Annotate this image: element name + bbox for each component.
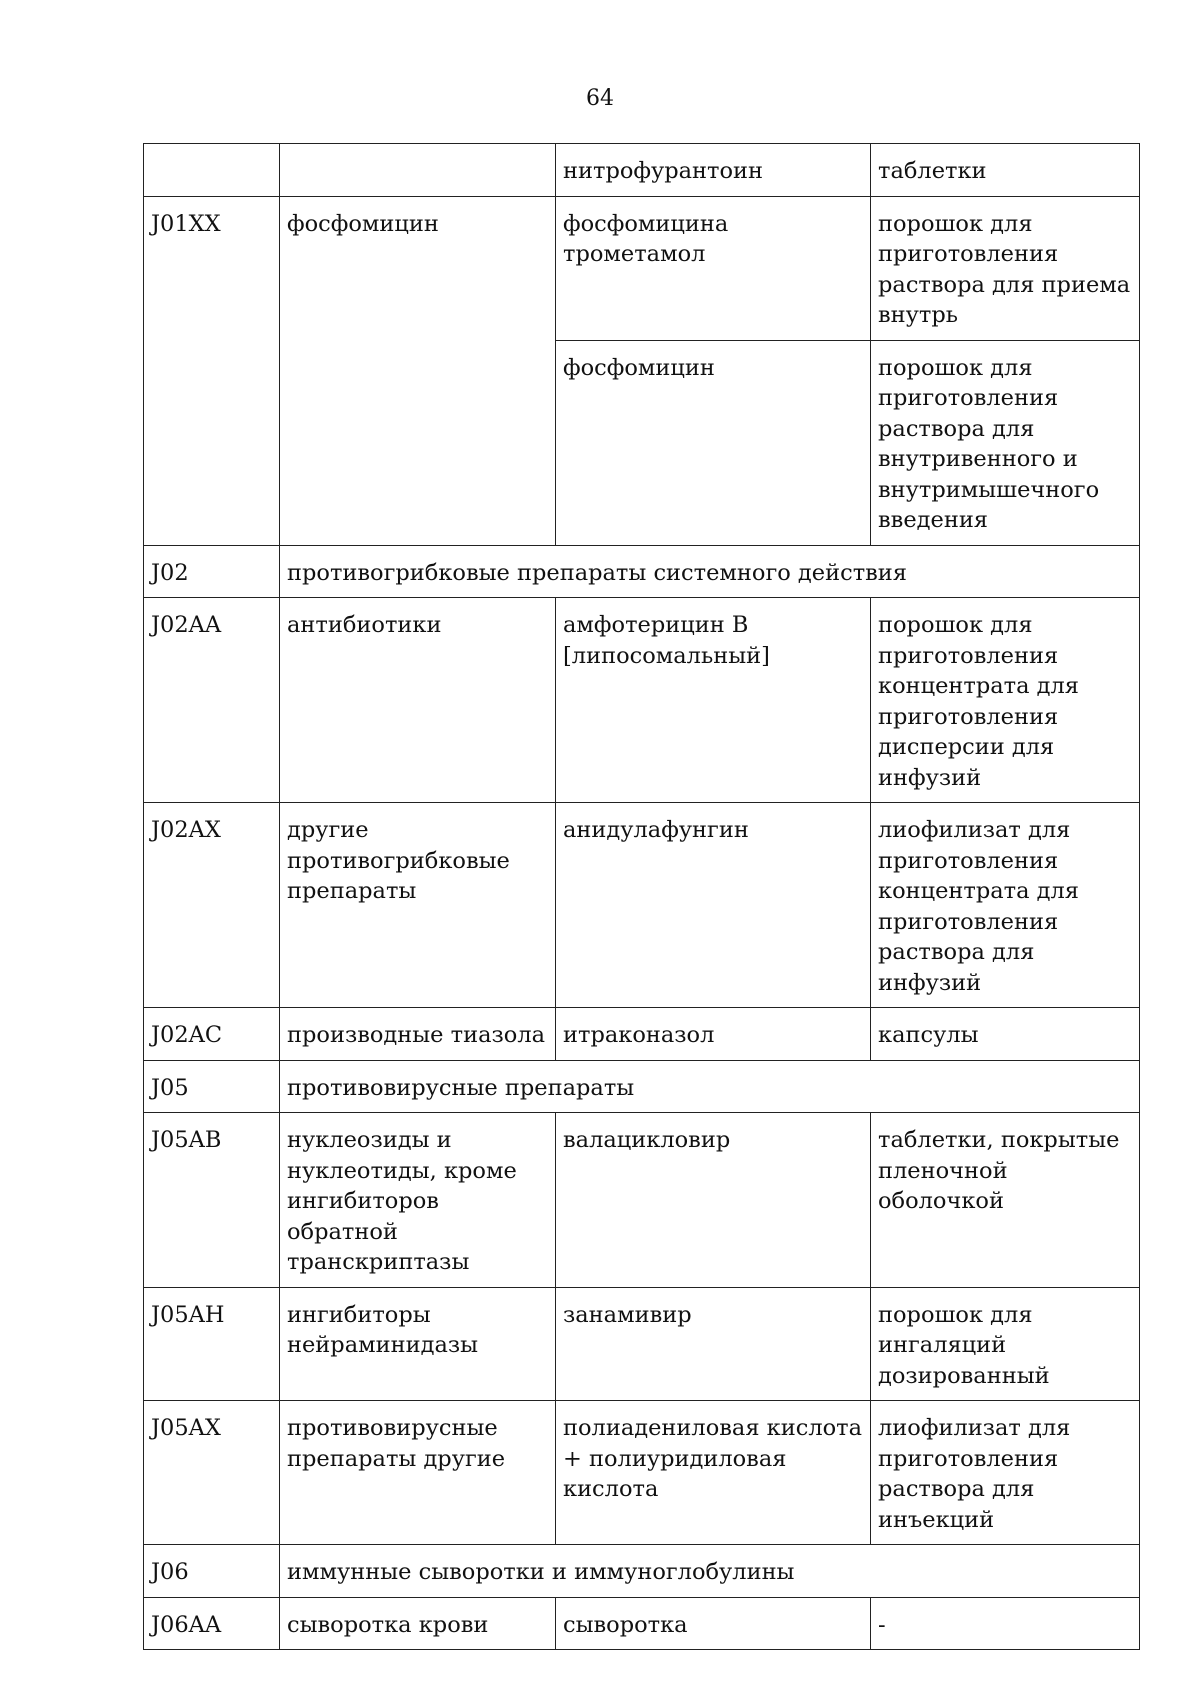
group-cell: противовирусные препараты другие	[280, 1401, 556, 1545]
atc-code-cell: J02AA	[144, 598, 280, 803]
table-row	[144, 1060, 1140, 1113]
drug-classification-table	[143, 143, 1140, 1650]
group-cell: иммунные сыворотки и иммуноглобулины	[280, 1545, 1140, 1598]
dosage-form-cell: лиофилизат для приготовления раствора для инъекций	[871, 1401, 1140, 1545]
table-row	[144, 1401, 1140, 1545]
group-cell: фосфомицин	[280, 196, 556, 545]
drug-name-cell: фосфомицина трометамол	[556, 196, 871, 340]
drug-name-cell: занамивир	[556, 1287, 871, 1401]
atc-code-cell: J06	[144, 1545, 280, 1598]
drug-name-cell: итраконазол	[556, 1008, 871, 1061]
table-row	[144, 803, 1140, 1008]
page-number: 64	[586, 86, 614, 111]
drug-name-cell: сыворотка	[556, 1597, 871, 1650]
atc-code-cell: J02	[144, 545, 280, 598]
dosage-form-cell: порошок для приготовления раствора для приема внутрь	[871, 196, 1140, 340]
table-row	[144, 545, 1140, 598]
dosage-form-cell: порошок для ингаляций дозированный	[871, 1287, 1140, 1401]
drug-name-cell: нитрофурантоин	[556, 144, 871, 197]
table-row	[144, 196, 1140, 340]
atc-code-cell: J06AA	[144, 1597, 280, 1650]
dosage-form-cell: порошок для приготовления концентрата для приготовления дисперсии для инфузий	[871, 598, 1140, 803]
group-cell: противовирусные препараты	[280, 1060, 1140, 1113]
atc-code-cell: J05AB	[144, 1113, 280, 1288]
drug-name-cell: валацикловир	[556, 1113, 871, 1288]
atc-code-cell: J05AX	[144, 1401, 280, 1545]
group-cell: антибиотики	[280, 598, 556, 803]
atc-code-cell	[144, 144, 280, 197]
dosage-form-cell: таблетки, покрытые пленочной оболочкой	[871, 1113, 1140, 1288]
atc-code-cell: J02AX	[144, 803, 280, 1008]
atc-code-cell: J05	[144, 1060, 280, 1113]
group-cell: нуклеозиды и нуклеотиды, кроме ингибиторов обратной транскриптазы	[280, 1113, 556, 1288]
table-row	[144, 144, 1140, 197]
table-row	[144, 1287, 1140, 1401]
atc-code-cell: J02AC	[144, 1008, 280, 1061]
dosage-form-cell: лиофилизат для приготовления концентрата для приготовления раствора для инфузий	[871, 803, 1140, 1008]
table-row	[144, 1597, 1140, 1650]
group-cell: другие противогрибковые препараты	[280, 803, 556, 1008]
table-row	[144, 1008, 1140, 1061]
table-row	[144, 1545, 1140, 1598]
drug-name-cell: фосфомицин	[556, 340, 871, 545]
atc-code-cell: J05AH	[144, 1287, 280, 1401]
drug-name-cell: полиадениловая кислота + полиуридиловая кислота	[556, 1401, 871, 1545]
group-cell: сыворотка крови	[280, 1597, 556, 1650]
dosage-form-cell: таблетки	[871, 144, 1140, 197]
table-row	[144, 598, 1140, 803]
group-cell: ингибиторы нейраминидазы	[280, 1287, 556, 1401]
drug-name-cell: анидулафунгин	[556, 803, 871, 1008]
atc-code-cell: J01XX	[144, 196, 280, 545]
dosage-form-cell: -	[871, 1597, 1140, 1650]
drug-name-cell: амфотерицин B [липосомальный]	[556, 598, 871, 803]
group-cell	[280, 144, 556, 197]
dosage-form-cell: порошок для приготовления раствора для внутривенного и внутримышечного введения	[871, 340, 1140, 545]
table-row	[144, 1113, 1140, 1288]
group-cell: производные тиазола	[280, 1008, 556, 1061]
group-cell: противогрибковые препараты системного действия	[280, 545, 1140, 598]
dosage-form-cell: капсулы	[871, 1008, 1140, 1061]
